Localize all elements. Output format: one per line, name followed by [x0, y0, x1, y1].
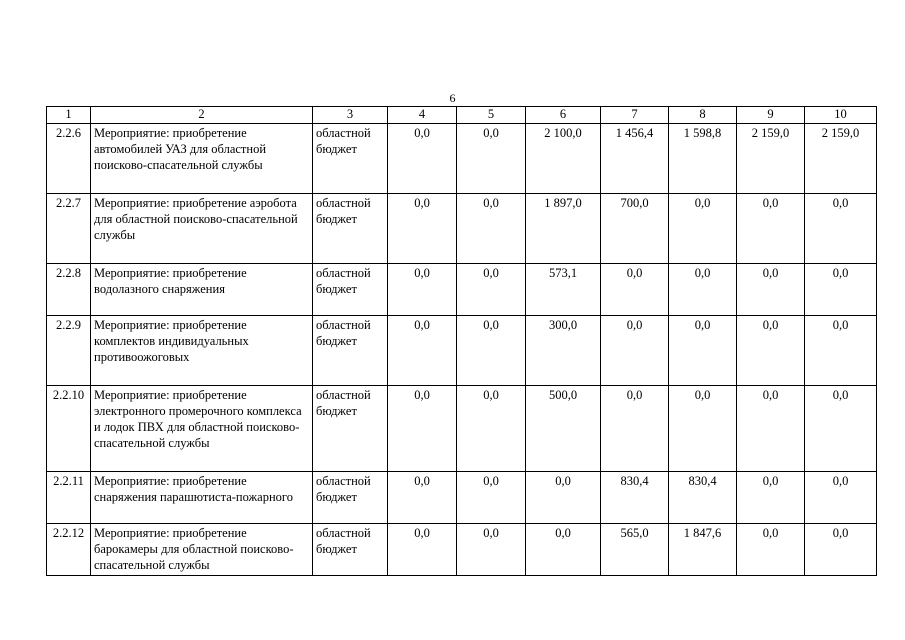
measure-name: Мероприятие: приобретение водолазного снаряжения — [91, 264, 313, 316]
value-cell: 0,0 — [669, 316, 737, 386]
value-cell: 0,0 — [457, 386, 526, 472]
row-number: 2.2.11 — [47, 472, 91, 524]
value-cell: 0,0 — [526, 524, 601, 576]
value-cell: 0,0 — [457, 124, 526, 194]
value-cell: 300,0 — [526, 316, 601, 386]
funding-source: областной бюджет — [313, 524, 388, 576]
table-row — [47, 316, 877, 386]
table-row — [47, 124, 877, 194]
measure-name: Мероприятие: приобретение комплектов индивидуальных противоожоговых — [91, 316, 313, 386]
funding-source: областной бюджет — [313, 124, 388, 194]
column-header: 8 — [669, 107, 737, 124]
table-row — [47, 194, 877, 264]
value-cell: 0,0 — [737, 316, 805, 386]
funding-source: областной бюджет — [313, 386, 388, 472]
measure-name: Мероприятие: приобретение аэробота для областной поисково-спасательной службы — [91, 194, 313, 264]
column-header: 5 — [457, 107, 526, 124]
row-number: 2.2.6 — [47, 124, 91, 194]
value-cell: 1 456,4 — [601, 124, 669, 194]
value-cell: 0,0 — [805, 264, 877, 316]
row-number: 2.2.7 — [47, 194, 91, 264]
value-cell: 0,0 — [457, 316, 526, 386]
value-cell: 700,0 — [601, 194, 669, 264]
table-row — [47, 472, 877, 524]
funding-source: областной бюджет — [313, 264, 388, 316]
row-number: 2.2.9 — [47, 316, 91, 386]
value-cell: 0,0 — [388, 124, 457, 194]
value-cell: 565,0 — [601, 524, 669, 576]
value-cell: 0,0 — [737, 264, 805, 316]
value-cell: 0,0 — [601, 316, 669, 386]
value-cell: 0,0 — [457, 194, 526, 264]
value-cell: 1 847,6 — [669, 524, 737, 576]
measure-name: Мероприятие: приобретение электронного промерочного комплекса и лодок ПВХ для областной поисково-спасательной службы — [91, 386, 313, 472]
value-cell: 0,0 — [805, 316, 877, 386]
value-cell: 0,0 — [388, 194, 457, 264]
value-cell: 0,0 — [388, 316, 457, 386]
value-cell: 0,0 — [805, 194, 877, 264]
value-cell: 0,0 — [805, 386, 877, 472]
value-cell: 0,0 — [388, 524, 457, 576]
table-row — [47, 386, 877, 472]
funding-source: областной бюджет — [313, 472, 388, 524]
value-cell: 0,0 — [526, 472, 601, 524]
value-cell: 0,0 — [805, 472, 877, 524]
value-cell: 1 598,8 — [669, 124, 737, 194]
value-cell: 0,0 — [601, 386, 669, 472]
value-cell: 500,0 — [526, 386, 601, 472]
table-header-row — [47, 107, 877, 124]
column-header: 1 — [47, 107, 91, 124]
measure-name: Мероприятие: приобретение барокамеры для областной поисково-спасательной службы — [91, 524, 313, 576]
value-cell: 0,0 — [457, 264, 526, 316]
column-header: 4 — [388, 107, 457, 124]
column-header: 7 — [601, 107, 669, 124]
value-cell: 0,0 — [737, 194, 805, 264]
measure-name: Мероприятие: приобретение автомобилей УАЗ для областной поисково-спасательной службы — [91, 124, 313, 194]
value-cell: 0,0 — [669, 386, 737, 472]
value-cell: 2 159,0 — [805, 124, 877, 194]
value-cell: 0,0 — [737, 472, 805, 524]
funding-source: областной бюджет — [313, 316, 388, 386]
value-cell: 0,0 — [669, 194, 737, 264]
column-header: 10 — [805, 107, 877, 124]
value-cell: 573,1 — [526, 264, 601, 316]
funding-source: областной бюджет — [313, 194, 388, 264]
value-cell: 0,0 — [669, 264, 737, 316]
column-header: 2 — [91, 107, 313, 124]
table-row — [47, 524, 877, 576]
value-cell: 0,0 — [388, 386, 457, 472]
value-cell: 0,0 — [457, 472, 526, 524]
column-header: 9 — [737, 107, 805, 124]
measure-name: Мероприятие: приобретение снаряжения парашютиста-пожарного — [91, 472, 313, 524]
row-number: 2.2.12 — [47, 524, 91, 576]
value-cell: 0,0 — [457, 524, 526, 576]
value-cell: 0,0 — [737, 386, 805, 472]
value-cell: 2 100,0 — [526, 124, 601, 194]
value-cell: 0,0 — [737, 524, 805, 576]
value-cell: 830,4 — [669, 472, 737, 524]
row-number: 2.2.10 — [47, 386, 91, 472]
value-cell: 0,0 — [601, 264, 669, 316]
row-number: 2.2.8 — [47, 264, 91, 316]
column-header: 3 — [313, 107, 388, 124]
value-cell: 0,0 — [805, 524, 877, 576]
value-cell: 0,0 — [388, 472, 457, 524]
value-cell: 830,4 — [601, 472, 669, 524]
value-cell: 2 159,0 — [737, 124, 805, 194]
page-number: 6 — [449, 91, 456, 105]
value-cell: 0,0 — [388, 264, 457, 316]
column-header: 6 — [526, 107, 601, 124]
value-cell: 1 897,0 — [526, 194, 601, 264]
budget-table — [46, 106, 877, 576]
table-row — [47, 264, 877, 316]
